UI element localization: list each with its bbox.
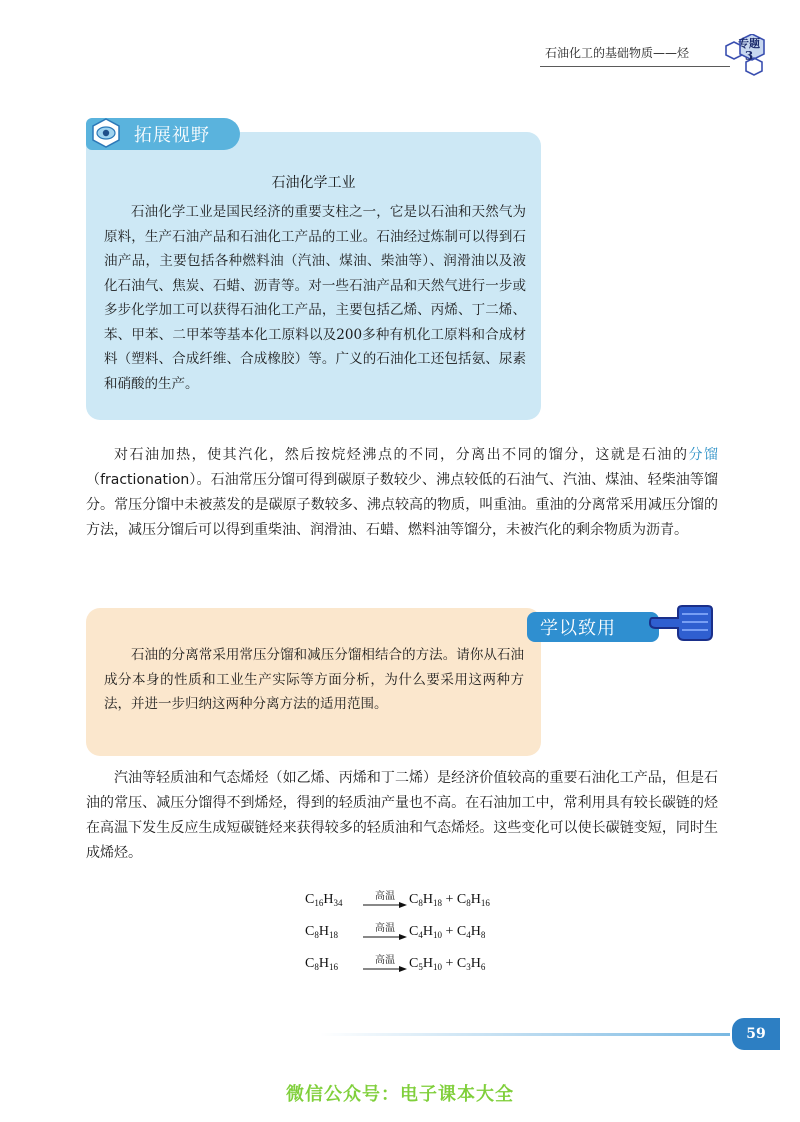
arrow-icon	[363, 966, 407, 972]
reactant: $C_8H_{18}$	[305, 924, 338, 940]
equation-row	[305, 916, 565, 948]
topic-badge	[731, 38, 767, 62]
body-paragraph-1	[86, 443, 718, 543]
reaction-condition: 高温	[375, 923, 395, 934]
reaction-arrow	[363, 922, 407, 942]
header-rule	[540, 66, 730, 67]
paragraph-text	[86, 443, 718, 543]
reactant: $C_{16}H_{34}$	[305, 892, 343, 908]
products: $C_4H_{10} + C_4H_8$	[409, 924, 486, 940]
body-paragraph-2	[86, 766, 718, 866]
paragraph-text: 汽油等轻质油和气态烯烃（如乙烯、丙烯和丁二烯）是经济价值较高的重要石油化工产品，但是石油的常压、减压分馏得不到烯烃，得到的轻质油产量也不高。在石油加工中，常利用具有较长碳链的烃在高温下发生反应生成短碳链烃来获得较多的轻质油和气态烯烃。这些变化可以使长碳链变短，同时生成烯烃。	[86, 770, 718, 861]
page-number: 59	[732, 1018, 780, 1050]
pointing-hand-icon	[648, 600, 714, 644]
apply-tag-label: 学以致用	[540, 618, 616, 639]
expand-body	[104, 200, 526, 396]
key-term: 分馏	[688, 447, 719, 463]
apply-paragraph: 石油的分离常采用常压分馏和减压分馏相结合的方法。请你从石油成分本身的性质和工业生产实际等方面分析，为什么要采用这两种方法，并进一步归纳这两种分离方法的适用范围。	[104, 647, 524, 712]
products: $C_5H_{10} + C_3H_6$	[409, 956, 486, 972]
reactant: $C_8H_{16}$	[305, 956, 338, 972]
equation-row	[305, 884, 565, 916]
running-header: 石油化工的基础物质——烃	[545, 46, 690, 60]
topic-number: 3	[744, 49, 754, 63]
arrow-icon	[363, 902, 407, 908]
eye-icon	[90, 118, 122, 148]
equations-block	[305, 884, 565, 980]
expand-paragraph: 石油化学工业是国民经济的重要支柱之一，它是以石油和天然气为原料，生产石油产品和石油化工产品的工业。石油经过炼制可以得到石油产品，主要包括各种燃料油（汽油、煤油、柴油等）、润滑油以及液化石油气、焦炭、石蜡、沥青等。对一些石油产品和天然气进行一步或多步化学加工可以获得石油化工产品，主要包括乙烯、丙烯、丁二烯、苯、甲苯、二甲苯等基本化工原料以及200多种有机化工原料和合成材料（塑料、合成纤维、合成橡胶）等。广义的石油化工还包括氨、尿素和硝酸的生产。	[104, 204, 526, 392]
expand-tag-label: 拓展视野	[134, 125, 210, 146]
apply-body	[104, 643, 524, 717]
arrow-icon	[363, 934, 407, 940]
expand-title: 石油化学工业	[271, 175, 356, 191]
topic-label: 专题	[738, 37, 760, 50]
reaction-arrow	[363, 954, 407, 974]
reaction-condition: 高温	[375, 955, 395, 966]
products: $C_8H_{18} + C_8H_{16}$	[409, 892, 490, 908]
footer-rule	[320, 1033, 730, 1036]
paragraph-text-rest: （fractionation）。石油常压分馏可得到碳原子数较少、沸点较低的石油气、汽油、煤油、轻柴油等馏分。常压分馏中未被蒸发的是碳原子数较多、沸点较高的物质，叫重油。重油的分离常采用减压分馏的方法，减压分馏后可以得到重柴油、润滑油、石蜡、燃料油等馏分，未被汽化的剩余物质为沥青。	[86, 472, 718, 538]
reaction-arrow	[363, 890, 407, 910]
reaction-condition: 高温	[375, 891, 395, 902]
equation-row	[305, 948, 565, 980]
watermark: 微信公众号：电子课本大全	[286, 1084, 514, 1105]
paragraph-text-lead: 对石油加热，使其汽化，然后按烷烃沸点的不同，分离出不同的馏分，这就是石油的	[114, 447, 689, 463]
